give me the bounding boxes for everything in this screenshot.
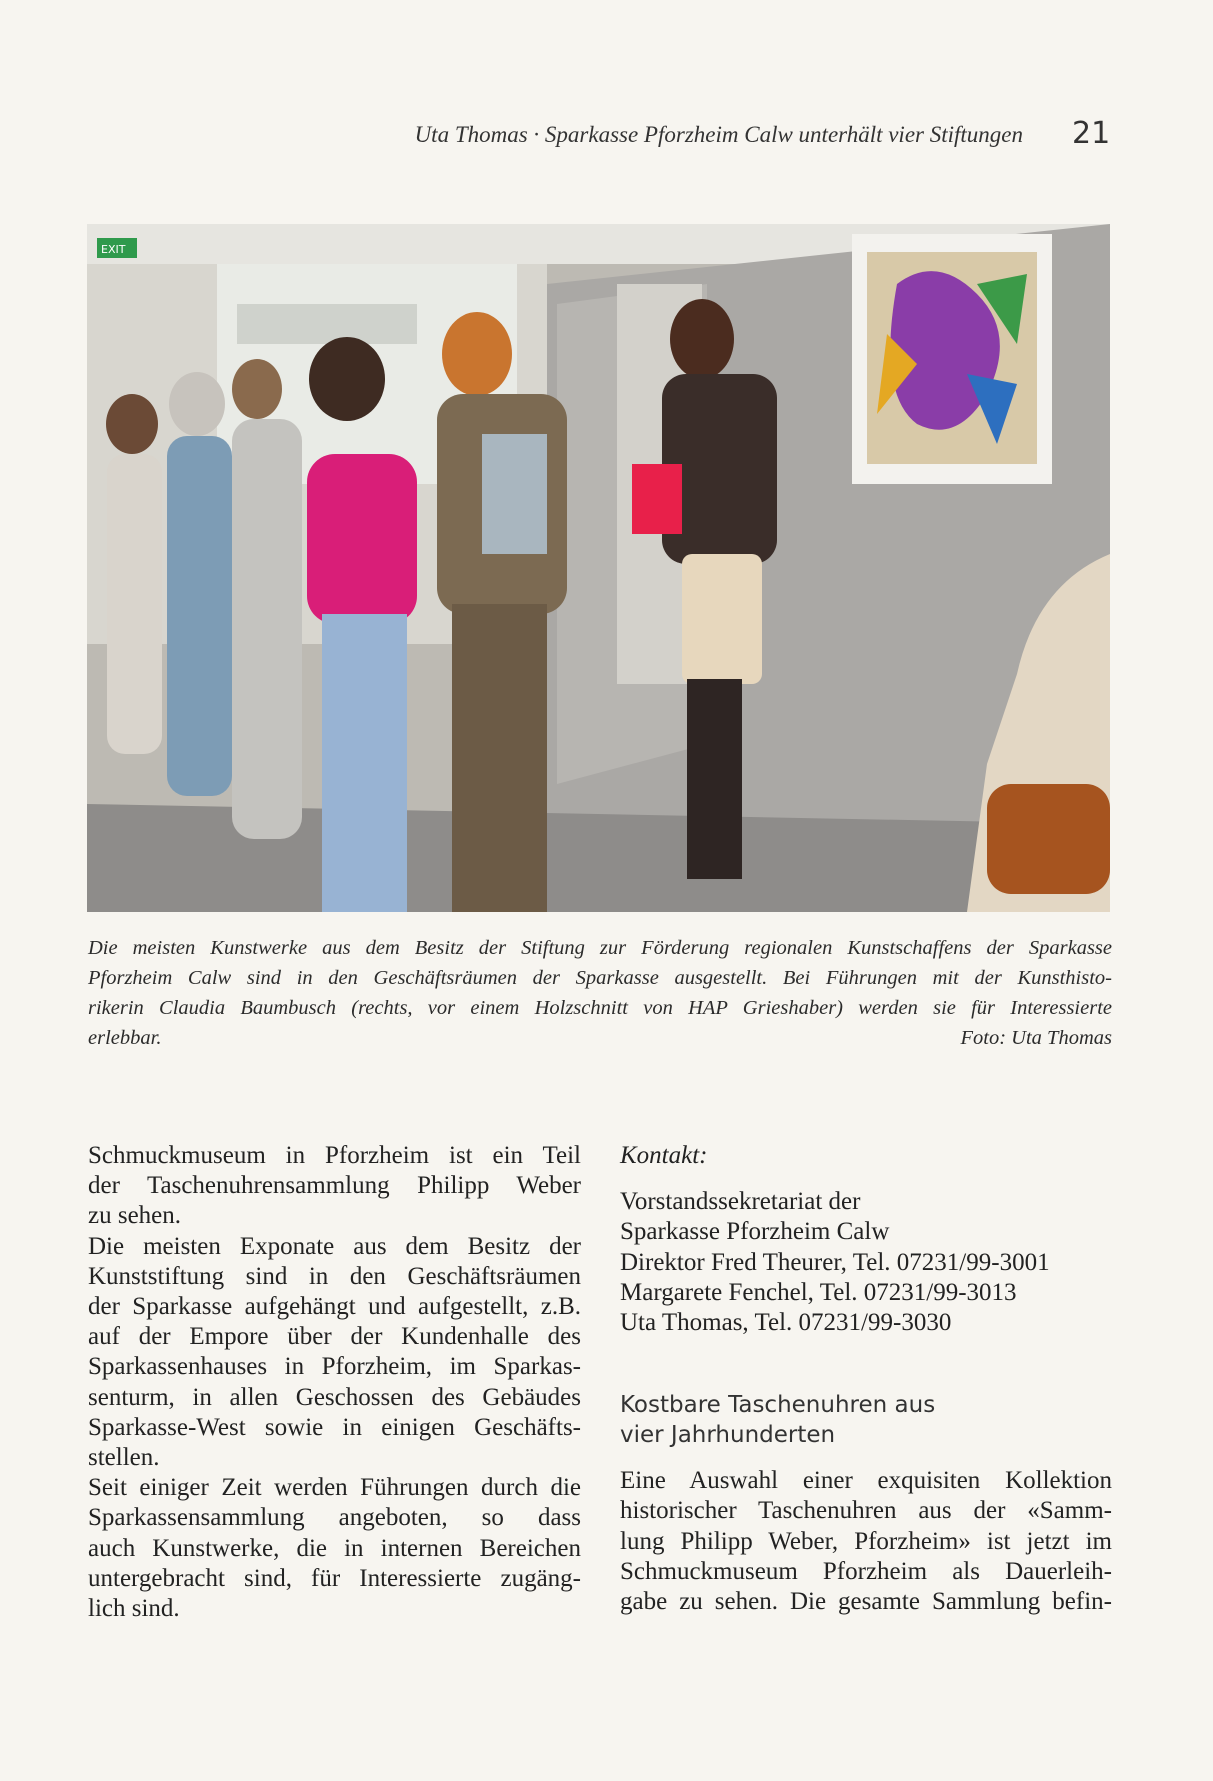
photo-exhibition-tour-icon xyxy=(87,224,1110,912)
body-text-line: Schmuckmuseum in Pforzheim ist ein Teil xyxy=(88,1142,581,1169)
photo-caption xyxy=(88,933,1112,1053)
body-text-line: senturm, in allen Geschossen des Gebäudes xyxy=(88,1383,581,1411)
caption-line: Pforzheim Calw sind in den Geschäftsräumen der Sparkasse ausgestellt. Bei Führungen mit der Kunsthisto- xyxy=(88,967,1112,989)
contact-line: Uta Thomas, Tel. 07231/99-3030 xyxy=(620,1309,952,1337)
contact-line: Vorstandssekretariat der xyxy=(620,1188,861,1216)
body-text-line: Sparkassenhauses in Pforzheim, im Sparkas- xyxy=(88,1353,581,1381)
body-text-line: gabe zu sehen. Die gesamte Sammlung befin- xyxy=(620,1588,1112,1616)
body-text-line: Schmuckmuseum Pforzheim als Dauerleih- xyxy=(620,1557,1112,1585)
exit-sign-text: EXIT xyxy=(101,243,126,256)
body-text-line: auf der Empore über der Kundenhalle des xyxy=(88,1323,581,1351)
body-text-line: der Taschenuhrensammlung Philipp Weber xyxy=(88,1172,581,1200)
contact-label: Kontakt: xyxy=(620,1142,708,1169)
section-heading xyxy=(620,1390,1112,1450)
body-text-line: Sparkasse-West sowie in einigen Geschäfts- xyxy=(88,1413,581,1441)
caption-line: rikerin Claudia Baumbusch (rechts, vor einem Holzschnitt von HAP Grieshaber) werden sie für Interessierte xyxy=(88,997,1112,1019)
section-body xyxy=(620,1466,1112,1617)
contact-line: Margarete Fenchel, Tel. 07231/99-3013 xyxy=(620,1278,1017,1306)
contact-line: Direktor Fred Theurer, Tel. 07231/99-3001 xyxy=(620,1248,1050,1276)
photo-credit: Foto: Uta Thomas xyxy=(960,1027,1112,1049)
contact-line: Sparkasse Pforzheim Calw xyxy=(620,1218,890,1246)
caption-last-line xyxy=(88,1023,1112,1053)
body-text-line: zu sehen. xyxy=(88,1202,182,1230)
section-heading-line: Kostbare Taschenuhren aus xyxy=(620,1392,936,1419)
body-text-line: auch Kunstwerke, die in internen Bereichen xyxy=(88,1534,581,1562)
left-column xyxy=(88,1141,581,1624)
body-text-line: untergebracht sind, für Interessierte zugäng- xyxy=(88,1564,581,1592)
body-text-line: stellen. xyxy=(88,1444,160,1472)
right-column xyxy=(620,1141,1112,1617)
body-text-line: lung Philipp Weber, Pforzheim» ist jetzt im xyxy=(620,1527,1112,1555)
section-heading-line: vier Jahrhunderten xyxy=(620,1422,836,1449)
running-title: Uta Thomas · Sparkasse Pforzheim Calw unterhält vier Stiftungen xyxy=(414,122,1023,147)
body-text-line: der Sparkasse aufgehängt und aufgestellt, z.B. xyxy=(88,1293,581,1321)
contact-block xyxy=(620,1187,1112,1338)
body-text-line: Eine Auswahl einer exquisiten Kollektion xyxy=(620,1467,1112,1495)
caption-line: erlebbar. xyxy=(88,1027,162,1049)
caption-line: Die meisten Kunstwerke aus dem Besitz der Stiftung zur Förderung regionalen Kunstschaffens der Sparkasse xyxy=(88,937,1112,959)
body-text-line: historischer Taschenuhren aus der «Samm- xyxy=(620,1497,1112,1525)
body-text-line: Kunststiftung sind in den Geschäftsräumen xyxy=(88,1262,581,1290)
page-number: 21 xyxy=(1072,116,1111,151)
page-header xyxy=(0,118,1213,158)
body-text-line: Sparkassensammlung angeboten, so dass xyxy=(88,1504,581,1532)
body-text-line: Seit einiger Zeit werden Führungen durch die xyxy=(88,1474,581,1502)
body-text-line: lich sind. xyxy=(88,1595,180,1623)
exhibition-photo xyxy=(87,224,1110,912)
body-text-line: Die meisten Exponate aus dem Besitz der xyxy=(88,1232,581,1260)
